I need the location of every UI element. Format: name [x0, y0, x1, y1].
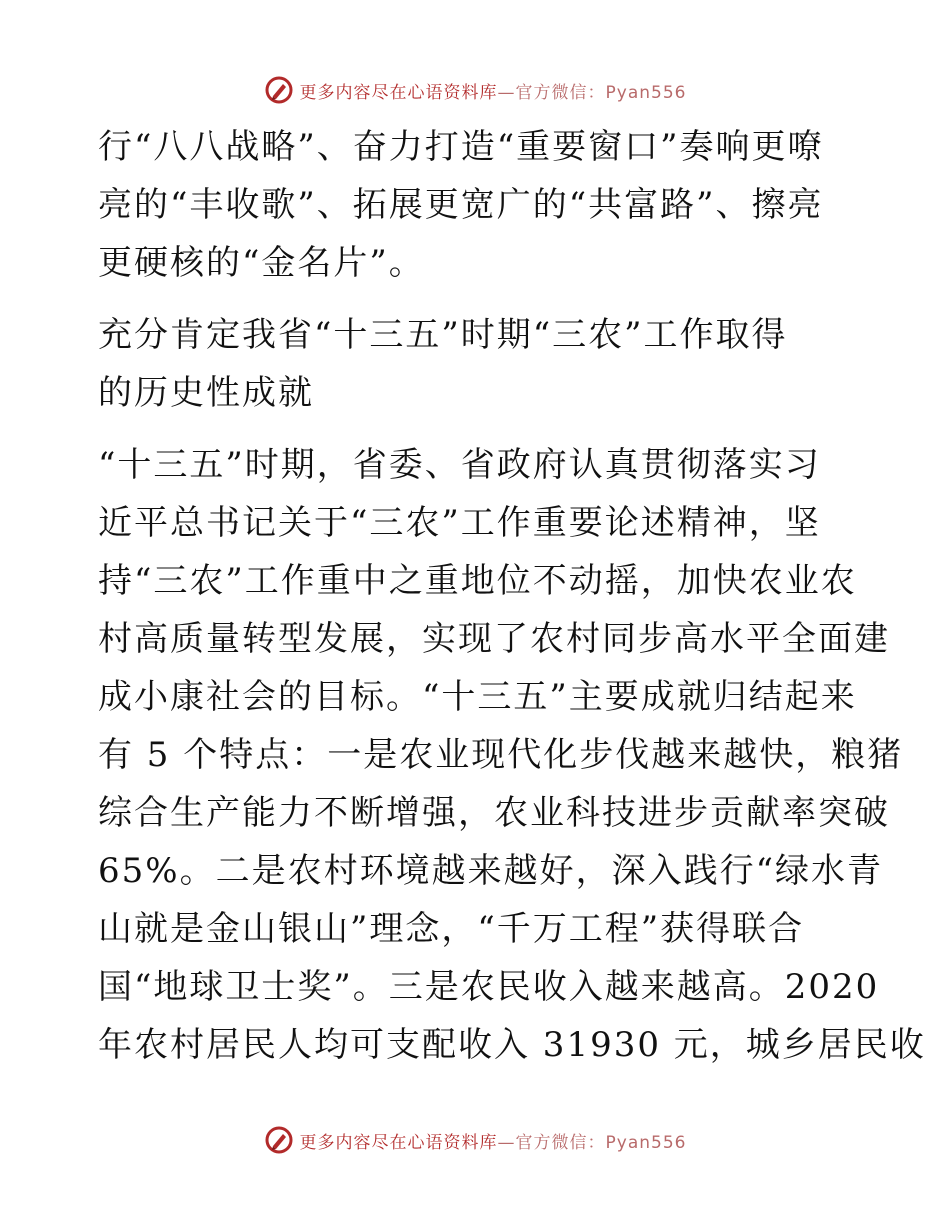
text-line: 国“地球卫士奖”。三是农民收入越来越高。2020: [98, 967, 880, 1007]
document-body: [98, 118, 926, 1074]
text-line: 行“八八战略”、奋力打造“重要窗口”奏响更嘹: [98, 127, 824, 167]
text-line: 充分肯定我省“十三五”时期“三农”工作取得: [98, 315, 788, 355]
footer-watermark-banner: [0, 1120, 950, 1160]
pen-logo-icon: [264, 75, 294, 105]
header-watermark-banner: [0, 70, 950, 110]
text-line: 有 5 个特点：一是农业现代化步伐越来越快，粮猪: [98, 735, 904, 775]
paragraph: [98, 306, 858, 422]
pen-logo-icon: [264, 1125, 294, 1155]
text-line: 亮的“丰收歌”、拓展更宽广的“共富路”、擦亮: [98, 185, 824, 225]
text-line: 年农村居民人均可支配收入 31930 元，城乡居民收: [98, 1025, 926, 1065]
paragraph-gap: [98, 292, 858, 306]
text-line: 山就是金山银山”理念，“千万工程”获得联合: [98, 909, 805, 949]
text-line: “十三五”时期，省委、省政府认真贯彻落实习: [98, 445, 821, 485]
header-banner-text: 更多内容尽在心语资料库—官方微信：Pyan556: [299, 82, 687, 103]
footer-banner-text: 更多内容尽在心语资料库—官方微信：Pyan556: [299, 1132, 687, 1153]
paragraph: [98, 118, 858, 292]
text-line: 近平总书记关于“三农”工作重要论述精神，坚: [98, 503, 821, 543]
text-line: 持“三农”工作重中之重地位不动摇，加快农业农: [98, 561, 857, 601]
text-line: 综合生产能力不断增强，农业科技进步贡献率突破: [98, 793, 890, 833]
text-line: 更硬核的“金名片”。: [98, 243, 425, 283]
paragraph-gap: [98, 422, 858, 436]
text-line: 的历史性成就: [98, 373, 314, 413]
text-line: 成小康社会的目标。“十三五”主要成就归结起来: [98, 677, 857, 717]
paragraph: [98, 436, 926, 1074]
text-line: 村高质量转型发展，实现了农村同步高水平全面建: [98, 619, 890, 659]
text-line: 65%。二是农村环境越来越好，深入践行“绿水青: [98, 851, 883, 891]
